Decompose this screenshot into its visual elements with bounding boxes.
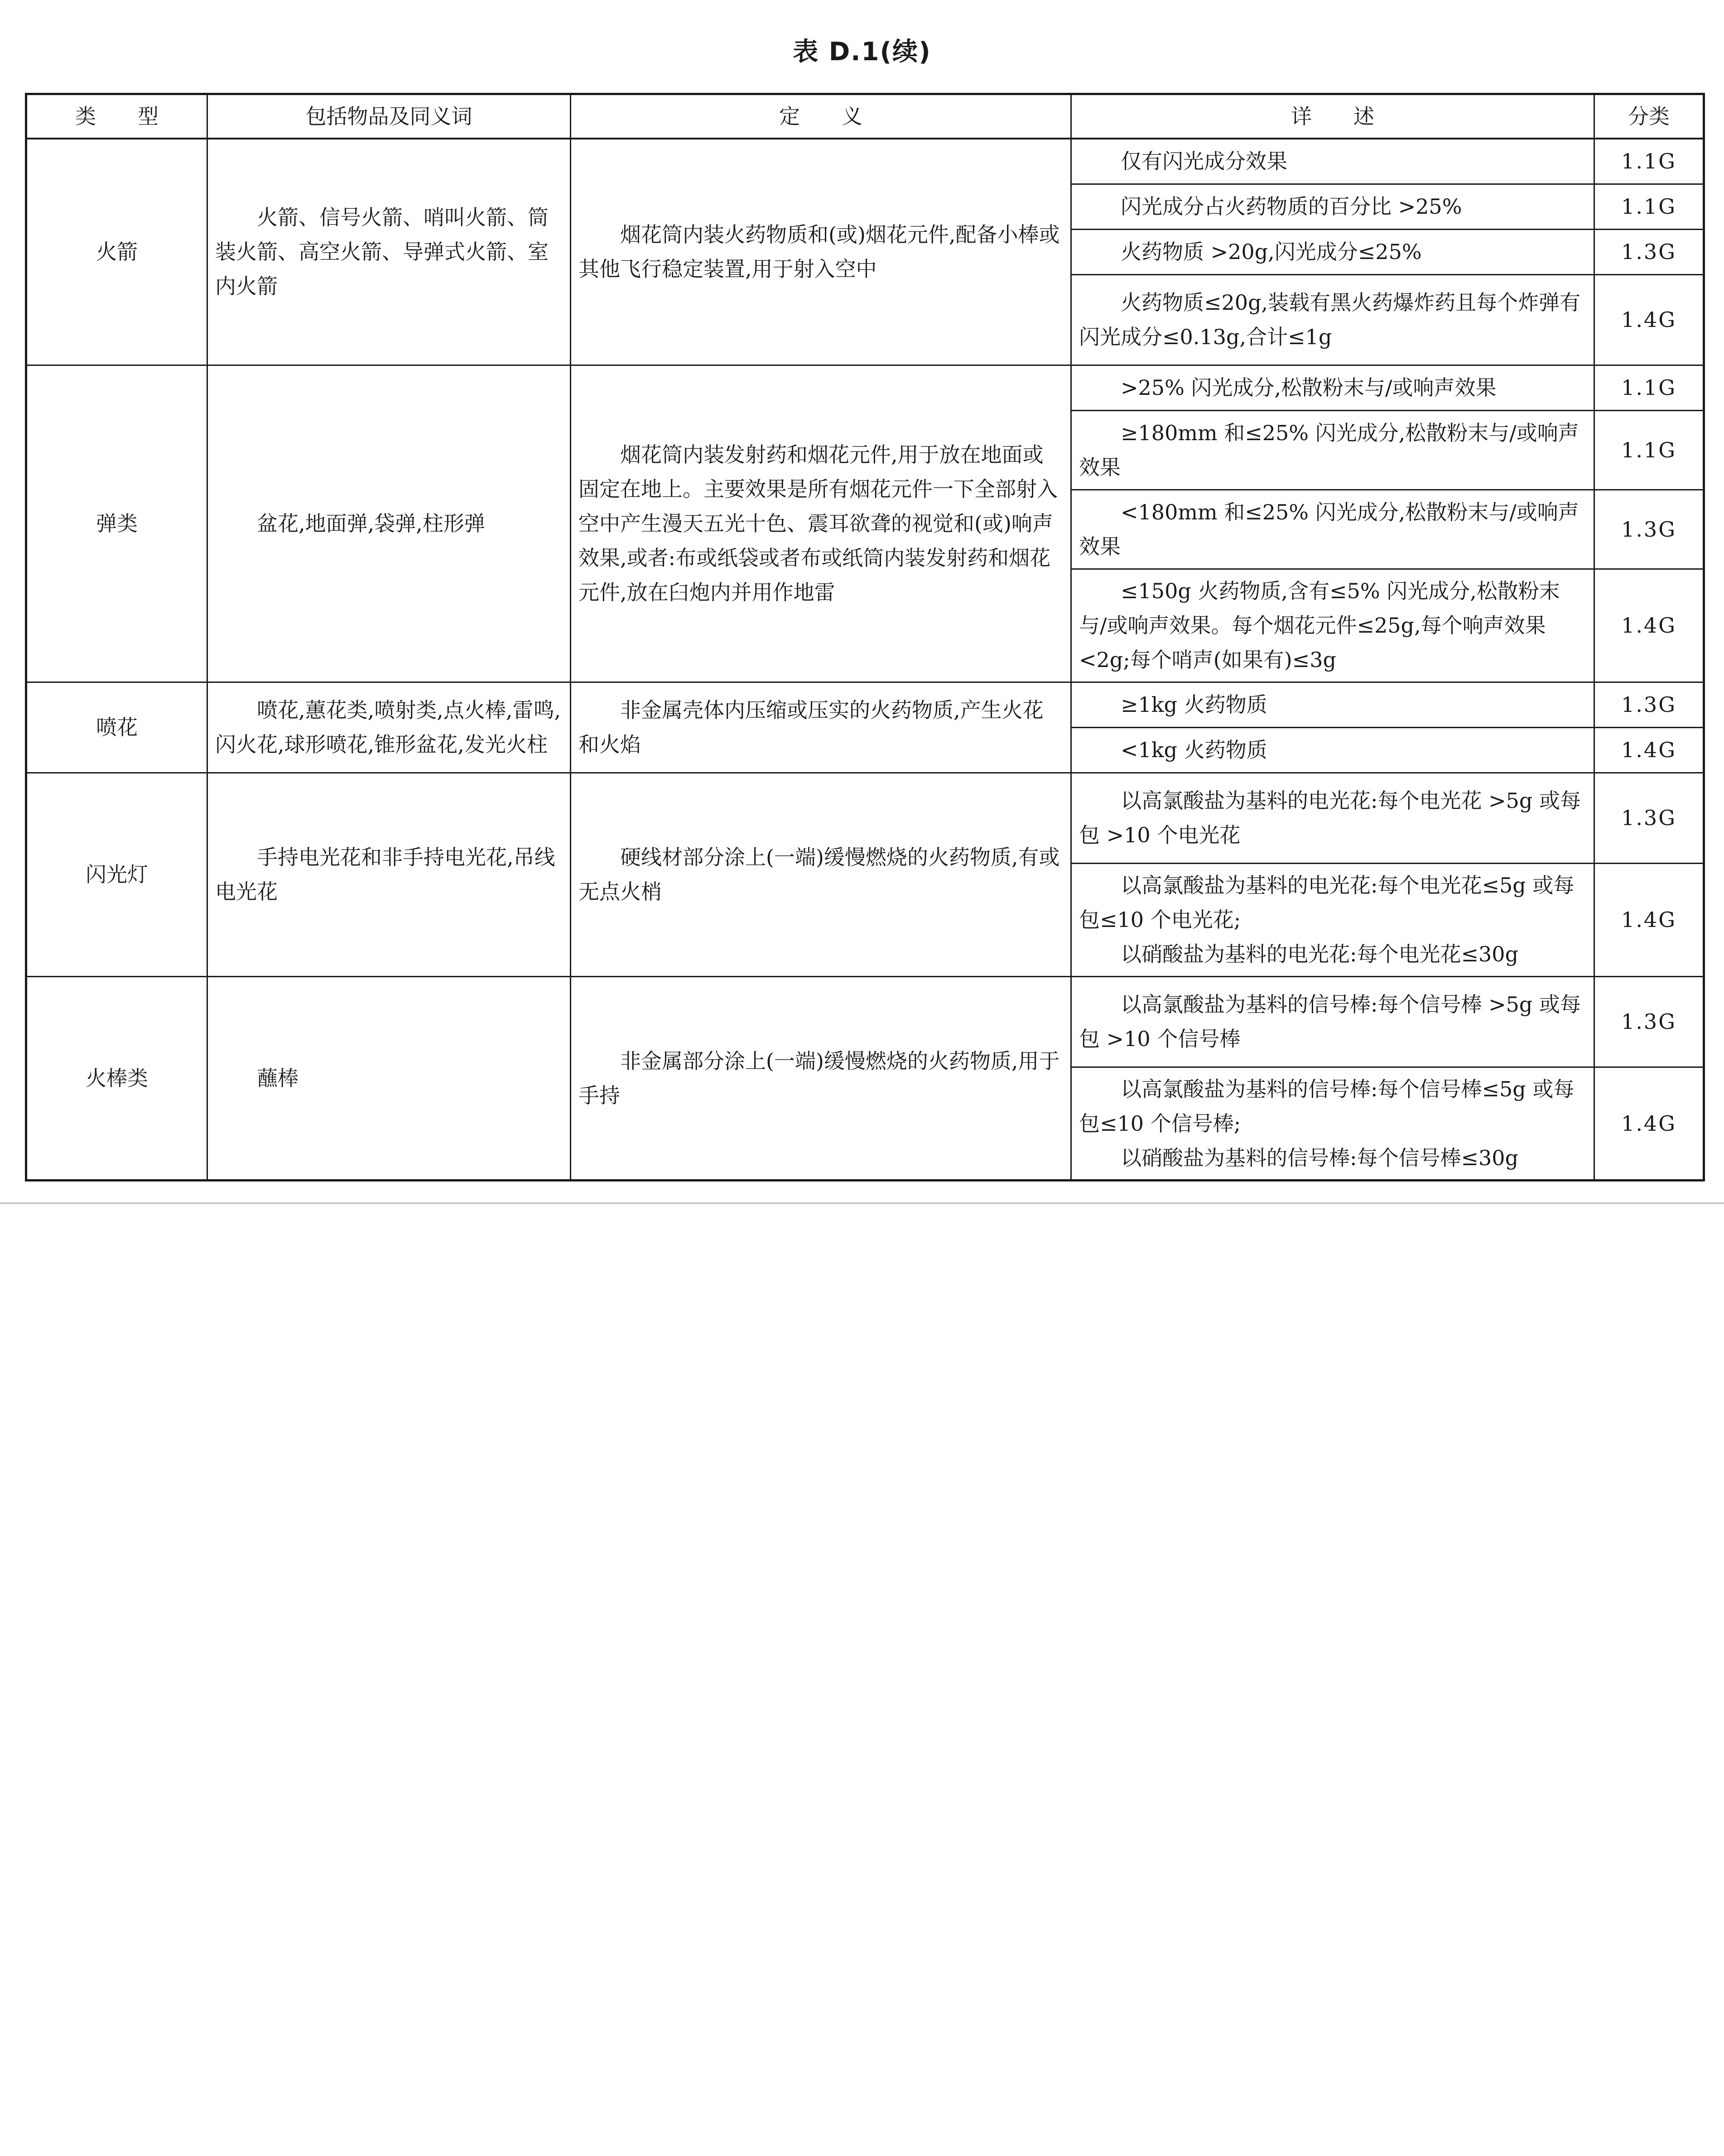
- page-divider: [0, 1202, 1724, 1204]
- detail-line: 以硝酸盐为基料的信号棒:每个信号棒≤30g: [1121, 1145, 1519, 1170]
- definition-cell: 硬线材部分涂上(一端)缓慢燃烧的火药物质,有或无点火梢: [571, 773, 1071, 976]
- table-row: [26, 682, 1704, 727]
- table-title: 表 D.1(续): [793, 37, 931, 67]
- detail-line: >25% 闪光成分,松散粉末与/或响声效果: [1121, 375, 1497, 400]
- definition-cell: 非金属壳体内压缩或压实的火药物质,产生火花和火焰: [571, 682, 1071, 773]
- detail-line: 以高氯酸盐为基料的电光花:每个电光花 >5g 或每包 >10 个电光花: [1079, 788, 1581, 847]
- detail-line: 仅有闪光成分效果: [1121, 149, 1287, 174]
- details-cell: [1071, 863, 1594, 976]
- header-details: 详 述: [1071, 94, 1594, 139]
- table-row: [26, 976, 1704, 1067]
- details-cell: [1071, 410, 1594, 490]
- details-cell: [1071, 139, 1594, 184]
- classification-code-cell: 1.1G: [1594, 184, 1704, 229]
- classification-table: [25, 93, 1705, 1181]
- details-cell: [1071, 682, 1594, 727]
- classification-code-cell: 1.1G: [1594, 365, 1704, 410]
- detail-line: 火药物质≤20g,装载有黑火药爆炸药且每个炸弹有闪光成分≤0.13g,合计≤1g: [1079, 290, 1581, 349]
- classification-code-cell: 1.3G: [1594, 773, 1704, 863]
- detail-line: ≥1kg 火药物质: [1121, 692, 1267, 717]
- table-row: [26, 139, 1704, 184]
- details-cell: [1071, 727, 1594, 773]
- synonyms-cell: 火箭、信号火箭、哨叫火箭、筒装火箭、高空火箭、导弹式火箭、室内火箭: [207, 139, 571, 365]
- details-cell: [1071, 184, 1594, 229]
- definition-cell: 非金属部分涂上(一端)缓慢燃烧的火药物质,用于手持: [571, 976, 1071, 1180]
- detail-line: <180mm 和≤25% 闪光成分,松散粉末与/或响声效果: [1079, 499, 1579, 559]
- header-definition: 定 义: [571, 94, 1071, 139]
- classification-code-cell: 1.3G: [1594, 229, 1704, 274]
- details-cell: [1071, 365, 1594, 410]
- type-cell: 闪光灯: [26, 773, 207, 976]
- detail-line: ≥180mm 和≤25% 闪光成分,松散粉末与/或响声效果: [1079, 420, 1579, 480]
- detail-line: ≤150g 火药物质,含有≤5% 闪光成分,松散粉末与/或响声效果。每个烟花元件≤25g,每个响声效果 <2g;每个哨声(如果有)≤3g: [1079, 579, 1560, 672]
- detail-line: 以硝酸盐为基料的电光花:每个电光花≤30g: [1121, 942, 1519, 966]
- classification-code-cell: 1.3G: [1594, 976, 1704, 1067]
- detail-line: 闪光成分占火药物质的百分比 >25%: [1121, 194, 1462, 219]
- details-cell: [1071, 569, 1594, 682]
- classification-code-cell: 1.1G: [1594, 410, 1704, 490]
- synonyms-cell: 手持电光花和非手持电光花,吊线电光花: [207, 773, 571, 976]
- type-cell: 火箭: [26, 139, 207, 365]
- synonyms-cell: 蘸棒: [207, 976, 571, 1180]
- type-cell: 火棒类: [26, 976, 207, 1180]
- classification-code-cell: 1.1G: [1594, 139, 1704, 184]
- details-cell: [1071, 1067, 1594, 1180]
- header-synonyms: 包括物品及同义词: [207, 94, 571, 139]
- detail-line: 以高氯酸盐为基料的电光花:每个电光花≤5g 或每包≤10 个电光花;: [1079, 873, 1575, 932]
- details-cell: [1071, 976, 1594, 1067]
- header-code: 分类: [1594, 94, 1704, 139]
- header-type: 类 型: [26, 94, 207, 139]
- classification-code-cell: 1.4G: [1594, 727, 1704, 773]
- synonyms-cell: 盆花,地面弹,袋弹,柱形弹: [207, 365, 571, 682]
- type-cell: 弹类: [26, 365, 207, 682]
- table-row: [26, 365, 1704, 410]
- details-cell: [1071, 490, 1594, 569]
- details-cell: [1071, 773, 1594, 863]
- classification-code-cell: 1.4G: [1594, 1067, 1704, 1180]
- classification-code-cell: 1.4G: [1594, 274, 1704, 365]
- synonyms-cell: 喷花,蕙花类,喷射类,点火棒,雷鸣,闪火花,球形喷花,锥形盆花,发光火柱: [207, 682, 571, 773]
- definition-cell: 烟花筒内装发射药和烟花元件,用于放在地面或固定在地上。主要效果是所有烟花元件一下全部射入空中产生漫天五光十色、震耳欲聋的视觉和(或)响声效果,或者:布或纸袋或者布或纸筒内装发射药和烟花元件,放在臼炮内并用作地雷: [571, 365, 1071, 682]
- table-row: [26, 773, 1704, 863]
- table-body: [26, 139, 1704, 1180]
- definition-cell: 烟花筒内装火药物质和(或)烟花元件,配备小棒或其他飞行稳定装置,用于射入空中: [571, 139, 1071, 365]
- details-cell: [1071, 274, 1594, 365]
- classification-code-cell: 1.4G: [1594, 569, 1704, 682]
- detail-line: <1kg 火药物质: [1121, 738, 1267, 762]
- classification-code-cell: 1.4G: [1594, 863, 1704, 976]
- classification-code-cell: 1.3G: [1594, 682, 1704, 727]
- details-cell: [1071, 229, 1594, 274]
- detail-line: 以高氯酸盐为基料的信号棒:每个信号棒 >5g 或每包 >10 个信号棒: [1079, 992, 1581, 1051]
- header-row: [26, 94, 1704, 139]
- detail-line: 火药物质 >20g,闪光成分≤25%: [1121, 240, 1422, 264]
- type-cell: 喷花: [26, 682, 207, 773]
- classification-code-cell: 1.3G: [1594, 490, 1704, 569]
- detail-line: 以高氯酸盐为基料的信号棒:每个信号棒≤5g 或每包≤10 个信号棒;: [1079, 1076, 1575, 1136]
